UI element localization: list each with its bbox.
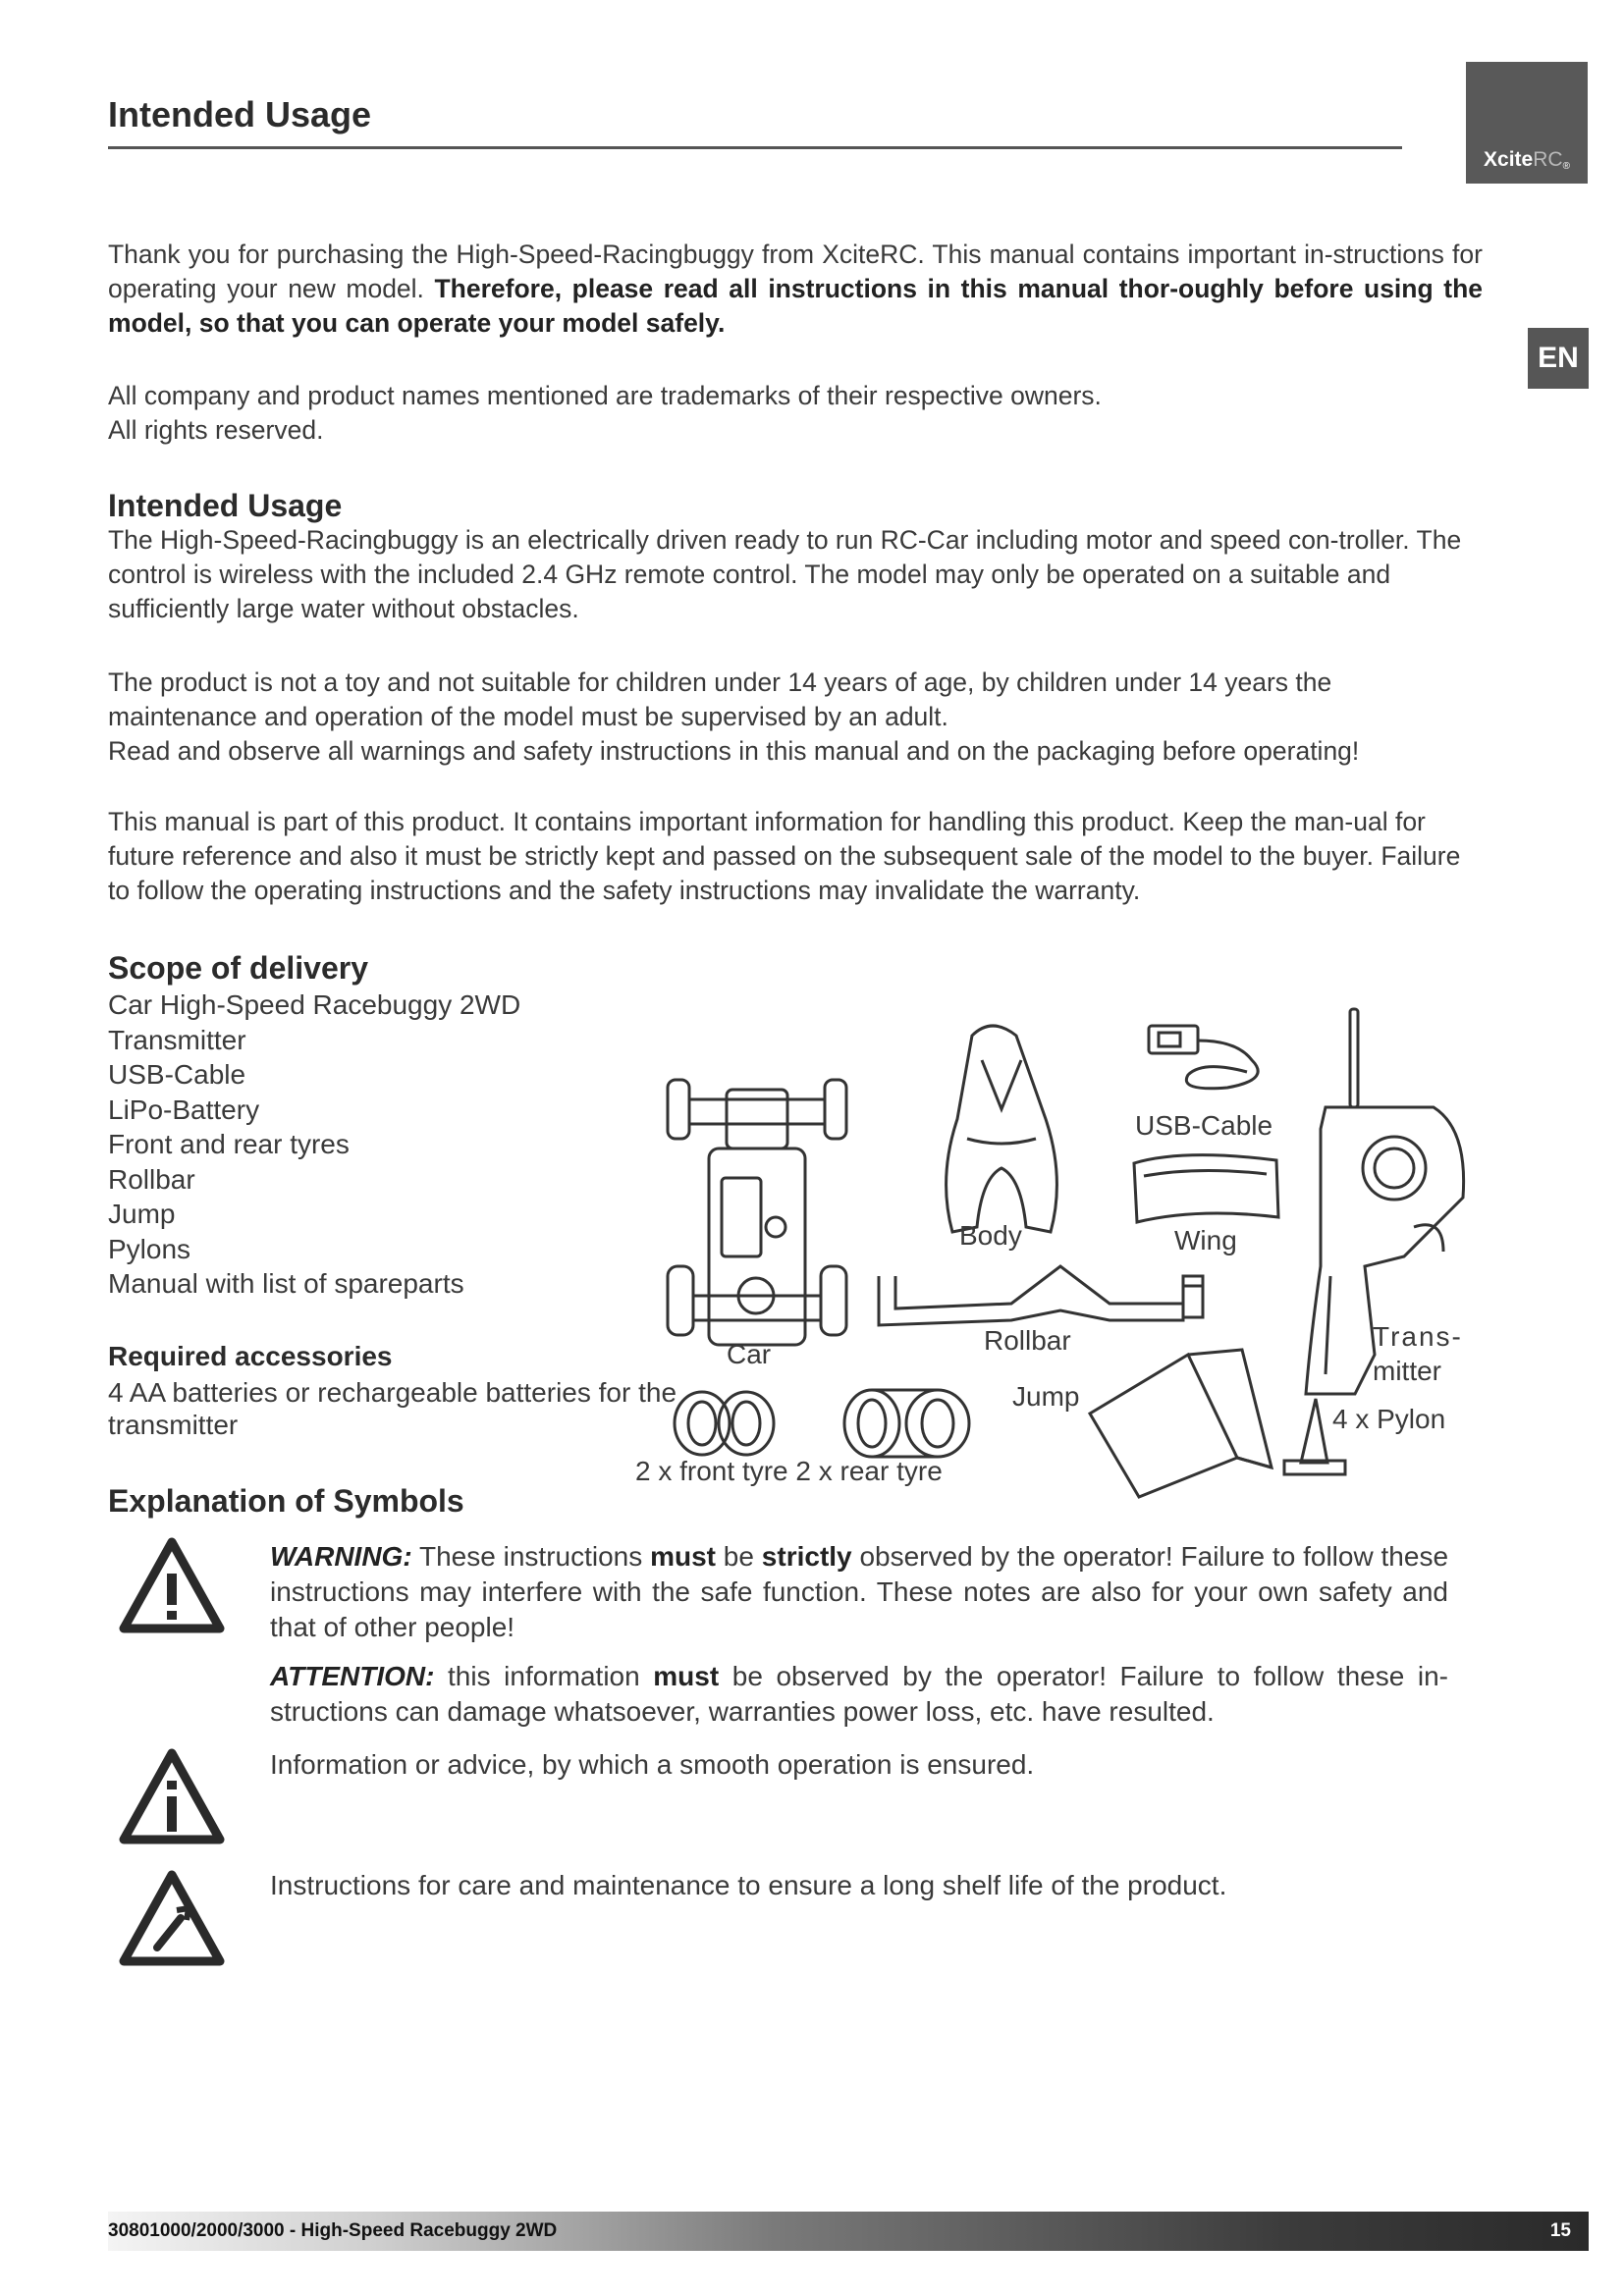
brand-logo: Xcite RC $_®$ [1466,62,1588,184]
scope-heading: Scope of delivery [108,950,368,986]
rights-text: All rights reserved. [108,415,324,445]
page-number: 15 [1549,2220,1571,2241]
list-item: USB-Cable [108,1059,246,1090]
list-item: Transmitter [108,1024,246,1055]
list-item: Front and rear tyres [108,1129,350,1159]
required-accessories-heading: Required accessories [108,1341,393,1371]
label-jump: Jump [1012,1381,1080,1412]
body-illustration [947,1026,1057,1232]
label-transmitter-2: mitter [1373,1356,1441,1386]
list-item: LiPo-Battery [108,1094,260,1125]
rear-tyres-illustration [844,1390,969,1457]
language-badge: EN [1528,328,1589,389]
car-illustration [668,1080,846,1345]
list-item: Jump [108,1199,176,1229]
list-item: Car High-Speed Racebuggy 2WD [108,989,521,1020]
info-icon [118,1747,226,1845]
rollbar-illustration [879,1266,1203,1325]
list-item: Manual with list of spareparts [108,1268,464,1299]
label-car: Car [727,1339,772,1369]
jump-illustration [1090,1350,1272,1497]
intended-usage-p2b: Read and observe all warnings and safety instructions in this manual and on the packaging before operating! [108,736,1360,766]
footer-product-text: 30801000/2000/3000 - High-Speed Racebuggy 2WD [108,2220,558,2241]
info-text: Information or advice, by which a smooth operation is ensured. [270,1749,1035,1780]
warning-icon [118,1536,226,1634]
label-pylon: 4 x Pylon [1332,1404,1446,1434]
trademarks-text: All company and product names mentioned are trademarks of their respective owners. [108,381,1102,410]
list-item: Rollbar [108,1163,195,1195]
label-rollbar: Rollbar [984,1325,1071,1356]
symbols-heading: Explanation of Symbols [108,1483,464,1519]
label-transmitter-1: Trans- [1373,1321,1463,1352]
label-body: Body [959,1220,1022,1251]
warning-text: WARNING: These instructions must be strictly observed by the operator! Failure to follow these instructions may interfere with the safe function. These notes are also for your own safety and that of other people! [270,1541,1449,1642]
list-item: Pylons [108,1233,191,1264]
intended-usage-p1: The High-Speed-Racingbuggy is an electrically driven ready to run RC-Car including motor and speed con-troller. The control is wireless with the included 2.4 GHz remote control. The model may only be operated on a suitable and sufficiently large water without obstacles. [108,525,1462,623]
page-title: Intended Usage [108,94,372,134]
label-usb-cable: USB-Cable [1135,1110,1273,1141]
footer-bar [108,2212,1589,2251]
care-text: Instructions for care and maintenance to ensure a long shelf life of the product. [270,1870,1227,1900]
label-tyres: 2 x front tyre 2 x rear tyre [635,1456,943,1486]
usb-cable-illustration [1149,1026,1258,1089]
required-accessories-text: 4 AA batteries or rechargeable batteries for the transmitter [108,1377,677,1440]
label-wing: Wing [1174,1225,1237,1255]
intro-paragraph: Thank you for purchasing the High-Speed-Racingbuggy from XciteRC. This manual contains important in-structions for operating your new model. Therefore, please read all instructions in this manual thor-oughly before using the model, so that you can operate your model safely. [108,240,1483,338]
wing-illustration [1134,1155,1278,1222]
intended-usage-heading: Intended Usage [108,488,343,523]
wrench-icon [118,1869,226,1967]
attention-text: ATTENTION: this information must be observed by the operator! Failure to follow these in-structions can damage whatsoever, warranties power loss, etc. have resulted. [270,1661,1449,1727]
intended-usage-p2a: The product is not a toy and not suitable for children under 14 years of age, by children under 14 years the maintenance and operation of the model must be supervised by an adult. [108,667,1332,731]
intended-usage-p3: This manual is part of this product. It contains important information for handling this product. Keep the man-ual for future reference and also it must be strictly kept and passed on the subsequent sale of the model to the buyer. Failure to follow the operating instructions and the safety instructions may invalidate the warranty. [108,807,1461,905]
front-tyres-illustration [675,1392,774,1455]
